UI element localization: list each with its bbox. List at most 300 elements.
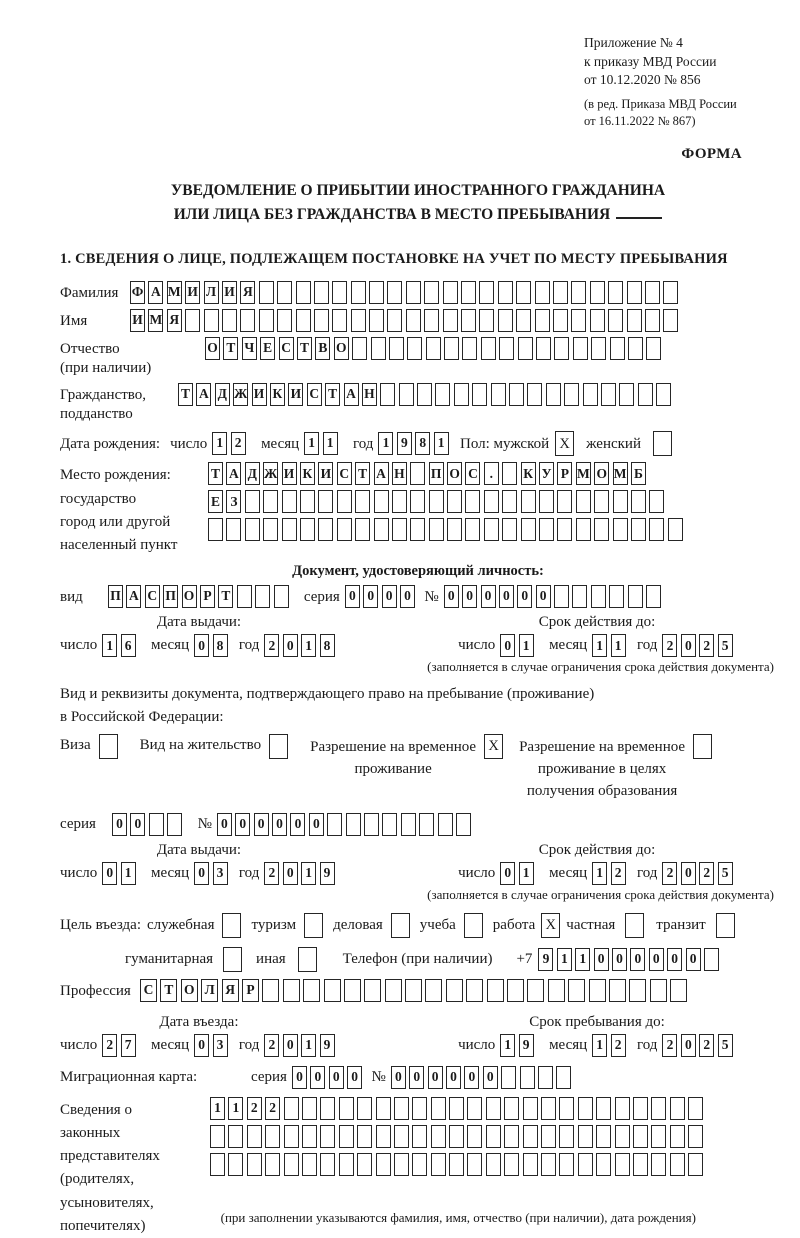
char-cell[interactable]: 0 xyxy=(217,813,232,836)
char-cell[interactable] xyxy=(425,979,442,1002)
char-cell[interactable] xyxy=(431,1125,446,1148)
char-cell[interactable] xyxy=(578,1125,593,1148)
char-cell[interactable]: 8 xyxy=(320,634,335,657)
char-cell[interactable]: 1 xyxy=(323,432,338,455)
char-cell[interactable] xyxy=(371,337,386,360)
char-cell[interactable] xyxy=(539,518,554,541)
char-cell[interactable]: Е xyxy=(208,490,223,513)
char-cell[interactable]: П xyxy=(429,462,444,485)
char-cell[interactable] xyxy=(226,518,241,541)
char-cell[interactable] xyxy=(507,979,524,1002)
char-cell[interactable]: 0 xyxy=(681,1034,696,1057)
char-cell[interactable] xyxy=(645,309,660,332)
char-cell[interactable] xyxy=(578,1153,593,1176)
char-cell[interactable] xyxy=(337,518,352,541)
char-cell[interactable] xyxy=(629,979,646,1002)
char-cell[interactable]: В xyxy=(315,337,330,360)
char-cell[interactable]: Р xyxy=(557,462,572,485)
char-cell[interactable]: М xyxy=(613,462,628,485)
char-cell[interactable] xyxy=(355,490,370,513)
char-cell[interactable] xyxy=(656,383,671,406)
transit-checkbox[interactable] xyxy=(716,913,735,938)
char-cell[interactable]: И xyxy=(252,383,267,406)
char-cell[interactable] xyxy=(481,337,496,360)
char-cell[interactable] xyxy=(392,518,407,541)
char-cell[interactable] xyxy=(590,281,605,304)
char-cell[interactable] xyxy=(596,1153,611,1176)
char-cell[interactable]: 0 xyxy=(483,1066,498,1089)
char-cell[interactable] xyxy=(594,490,609,513)
char-cell[interactable] xyxy=(527,383,542,406)
char-cell[interactable] xyxy=(394,1153,409,1176)
char-cell[interactable]: 0 xyxy=(464,1066,479,1089)
char-cell[interactable]: Н xyxy=(362,383,377,406)
char-cell[interactable]: 9 xyxy=(538,948,553,971)
char-cell[interactable] xyxy=(557,490,572,513)
char-cell[interactable]: О xyxy=(205,337,220,360)
char-cell[interactable] xyxy=(314,281,329,304)
char-cell[interactable] xyxy=(245,490,260,513)
char-cell[interactable] xyxy=(615,1153,630,1176)
char-cell[interactable] xyxy=(302,1097,317,1120)
char-cell[interactable] xyxy=(410,490,425,513)
char-cell[interactable] xyxy=(461,309,476,332)
char-cell[interactable] xyxy=(472,383,487,406)
char-cell[interactable] xyxy=(557,518,572,541)
char-cell[interactable]: 0 xyxy=(481,585,496,608)
char-cell[interactable] xyxy=(670,1097,685,1120)
char-cell[interactable] xyxy=(385,979,402,1002)
char-cell[interactable] xyxy=(591,337,606,360)
char-cell[interactable] xyxy=(516,309,531,332)
char-cell[interactable] xyxy=(564,383,579,406)
sex-male-checkbox[interactable]: X xyxy=(555,431,574,456)
char-cell[interactable] xyxy=(405,979,422,1002)
char-cell[interactable]: 0 xyxy=(382,585,397,608)
char-cell[interactable]: К xyxy=(300,462,315,485)
char-cell[interactable]: 1 xyxy=(592,634,607,657)
char-cell[interactable] xyxy=(318,490,333,513)
char-cell[interactable] xyxy=(300,518,315,541)
char-cell[interactable] xyxy=(387,309,402,332)
char-cell[interactable] xyxy=(571,309,586,332)
char-cell[interactable] xyxy=(509,383,524,406)
char-cell[interactable] xyxy=(449,1097,464,1120)
char-cell[interactable]: 2 xyxy=(662,1034,677,1057)
char-cell[interactable] xyxy=(374,490,389,513)
char-cell[interactable] xyxy=(554,337,569,360)
char-cell[interactable] xyxy=(443,281,458,304)
char-cell[interactable] xyxy=(502,462,517,485)
char-cell[interactable] xyxy=(628,337,643,360)
char-cell[interactable]: Т xyxy=(208,462,223,485)
char-cell[interactable] xyxy=(320,1097,335,1120)
char-cell[interactable] xyxy=(631,490,646,513)
char-cell[interactable] xyxy=(615,1097,630,1120)
char-cell[interactable] xyxy=(399,383,414,406)
char-cell[interactable] xyxy=(412,1153,427,1176)
char-cell[interactable]: 0 xyxy=(283,1034,298,1057)
char-cell[interactable]: И xyxy=(130,309,145,332)
char-cell[interactable] xyxy=(429,490,444,513)
char-cell[interactable] xyxy=(568,979,585,1002)
residence-permit-checkbox[interactable] xyxy=(269,734,288,759)
char-cell[interactable] xyxy=(374,518,389,541)
char-cell[interactable] xyxy=(590,309,605,332)
char-cell[interactable] xyxy=(228,1153,243,1176)
char-cell[interactable] xyxy=(431,1153,446,1176)
char-cell[interactable] xyxy=(394,1097,409,1120)
char-cell[interactable] xyxy=(456,813,471,836)
char-cell[interactable] xyxy=(284,1153,299,1176)
char-cell[interactable] xyxy=(504,1125,519,1148)
char-cell[interactable] xyxy=(282,490,297,513)
char-cell[interactable] xyxy=(394,1125,409,1148)
char-cell[interactable] xyxy=(265,1153,280,1176)
char-cell[interactable] xyxy=(523,1153,538,1176)
char-cell[interactable]: А xyxy=(226,462,241,485)
char-cell[interactable]: 2 xyxy=(611,862,626,885)
char-cell[interactable]: 1 xyxy=(557,948,572,971)
char-cell[interactable] xyxy=(578,1097,593,1120)
char-cell[interactable] xyxy=(596,1097,611,1120)
char-cell[interactable] xyxy=(479,309,494,332)
char-cell[interactable]: Ж xyxy=(263,462,278,485)
char-cell[interactable]: Б xyxy=(631,462,646,485)
char-cell[interactable]: 5 xyxy=(718,1034,733,1057)
char-cell[interactable]: И xyxy=(185,281,200,304)
char-cell[interactable] xyxy=(263,490,278,513)
char-cell[interactable] xyxy=(351,281,366,304)
char-cell[interactable] xyxy=(376,1125,391,1148)
char-cell[interactable] xyxy=(424,281,439,304)
char-cell[interactable]: 6 xyxy=(121,634,136,657)
char-cell[interactable] xyxy=(609,585,624,608)
char-cell[interactable]: 0 xyxy=(347,1066,362,1089)
char-cell[interactable]: 0 xyxy=(309,813,324,836)
char-cell[interactable] xyxy=(651,1097,666,1120)
char-cell[interactable] xyxy=(576,518,591,541)
sex-female-checkbox[interactable] xyxy=(653,431,672,456)
char-cell[interactable] xyxy=(208,518,223,541)
char-cell[interactable]: 1 xyxy=(378,432,393,455)
char-cell[interactable]: 5 xyxy=(718,862,733,885)
char-cell[interactable] xyxy=(302,1125,317,1148)
char-cell[interactable] xyxy=(501,1066,516,1089)
char-cell[interactable]: М xyxy=(576,462,591,485)
char-cell[interactable] xyxy=(245,518,260,541)
char-cell[interactable]: 0 xyxy=(499,585,514,608)
char-cell[interactable]: Т xyxy=(355,462,370,485)
char-cell[interactable]: 1 xyxy=(301,1034,316,1057)
char-cell[interactable] xyxy=(296,309,311,332)
char-cell[interactable] xyxy=(486,1153,501,1176)
char-cell[interactable] xyxy=(596,1125,611,1148)
char-cell[interactable] xyxy=(650,979,667,1002)
char-cell[interactable]: 1 xyxy=(212,432,227,455)
char-cell[interactable]: 2 xyxy=(231,432,246,455)
char-cell[interactable] xyxy=(392,490,407,513)
char-cell[interactable]: Л xyxy=(201,979,218,1002)
char-cell[interactable] xyxy=(466,979,483,1002)
char-cell[interactable]: 2 xyxy=(662,862,677,885)
char-cell[interactable]: С xyxy=(465,462,480,485)
char-cell[interactable]: О xyxy=(594,462,609,485)
char-cell[interactable]: 2 xyxy=(247,1097,262,1120)
char-cell[interactable] xyxy=(523,1097,538,1120)
char-cell[interactable]: 9 xyxy=(320,1034,335,1057)
char-cell[interactable]: П xyxy=(163,585,178,608)
char-cell[interactable]: 2 xyxy=(699,1034,714,1057)
char-cell[interactable] xyxy=(559,1153,574,1176)
char-cell[interactable] xyxy=(444,337,459,360)
char-cell[interactable] xyxy=(364,813,379,836)
char-cell[interactable]: С xyxy=(140,979,157,1002)
char-cell[interactable] xyxy=(387,281,402,304)
char-cell[interactable] xyxy=(277,281,292,304)
char-cell[interactable] xyxy=(651,1153,666,1176)
char-cell[interactable] xyxy=(646,585,661,608)
char-cell[interactable]: И xyxy=(222,281,237,304)
char-cell[interactable]: 1 xyxy=(301,862,316,885)
char-cell[interactable]: 0 xyxy=(290,813,305,836)
char-cell[interactable]: О xyxy=(334,337,349,360)
char-cell[interactable]: К xyxy=(270,383,285,406)
char-cell[interactable]: 2 xyxy=(265,1097,280,1120)
char-cell[interactable]: 3 xyxy=(213,862,228,885)
char-cell[interactable]: 0 xyxy=(283,634,298,657)
tourism-checkbox[interactable] xyxy=(304,913,323,938)
char-cell[interactable] xyxy=(649,490,664,513)
char-cell[interactable]: 0 xyxy=(130,813,145,836)
char-cell[interactable] xyxy=(406,309,421,332)
char-cell[interactable]: И xyxy=(282,462,297,485)
char-cell[interactable] xyxy=(412,1097,427,1120)
char-cell[interactable] xyxy=(332,309,347,332)
char-cell[interactable] xyxy=(407,337,422,360)
char-cell[interactable] xyxy=(487,979,504,1002)
char-cell[interactable] xyxy=(300,490,315,513)
char-cell[interactable] xyxy=(412,1125,427,1148)
char-cell[interactable] xyxy=(401,813,416,836)
char-cell[interactable] xyxy=(149,813,164,836)
char-cell[interactable]: 1 xyxy=(519,634,534,657)
char-cell[interactable]: 0 xyxy=(500,862,515,885)
char-cell[interactable] xyxy=(303,979,320,1002)
char-cell[interactable] xyxy=(337,490,352,513)
char-cell[interactable]: Т xyxy=(297,337,312,360)
char-cell[interactable]: А xyxy=(344,383,359,406)
char-cell[interactable] xyxy=(454,383,469,406)
char-cell[interactable] xyxy=(265,1125,280,1148)
char-cell[interactable] xyxy=(357,1153,372,1176)
char-cell[interactable]: 1 xyxy=(301,634,316,657)
char-cell[interactable] xyxy=(613,518,628,541)
char-cell[interactable] xyxy=(449,1125,464,1148)
char-cell[interactable]: А xyxy=(374,462,389,485)
char-cell[interactable]: Р xyxy=(242,979,259,1002)
char-cell[interactable]: 0 xyxy=(630,948,645,971)
char-cell[interactable]: 0 xyxy=(194,862,209,885)
char-cell[interactable] xyxy=(327,813,342,836)
char-cell[interactable]: 0 xyxy=(444,585,459,608)
char-cell[interactable] xyxy=(369,281,384,304)
work-checkbox[interactable]: X xyxy=(541,913,560,938)
char-cell[interactable] xyxy=(357,1097,372,1120)
char-cell[interactable]: 2 xyxy=(611,1034,626,1057)
char-cell[interactable]: 0 xyxy=(612,948,627,971)
char-cell[interactable] xyxy=(465,490,480,513)
char-cell[interactable] xyxy=(535,281,550,304)
char-cell[interactable] xyxy=(486,1097,501,1120)
char-cell[interactable]: И xyxy=(288,383,303,406)
char-cell[interactable] xyxy=(553,309,568,332)
char-cell[interactable] xyxy=(554,585,569,608)
char-cell[interactable] xyxy=(351,309,366,332)
char-cell[interactable]: Ч xyxy=(242,337,257,360)
char-cell[interactable] xyxy=(628,585,643,608)
study-checkbox[interactable] xyxy=(464,913,483,938)
char-cell[interactable] xyxy=(376,1097,391,1120)
char-cell[interactable] xyxy=(417,383,432,406)
char-cell[interactable] xyxy=(465,518,480,541)
char-cell[interactable] xyxy=(369,309,384,332)
char-cell[interactable] xyxy=(324,979,341,1002)
char-cell[interactable] xyxy=(320,1125,335,1148)
char-cell[interactable]: 0 xyxy=(462,585,477,608)
char-cell[interactable] xyxy=(539,490,554,513)
char-cell[interactable] xyxy=(538,1066,553,1089)
char-cell[interactable] xyxy=(406,281,421,304)
char-cell[interactable]: А xyxy=(148,281,163,304)
char-cell[interactable] xyxy=(541,1097,556,1120)
char-cell[interactable] xyxy=(228,1125,243,1148)
char-cell[interactable] xyxy=(601,383,616,406)
char-cell[interactable]: 2 xyxy=(264,862,279,885)
char-cell[interactable] xyxy=(443,309,458,332)
char-cell[interactable] xyxy=(167,813,182,836)
char-cell[interactable] xyxy=(627,309,642,332)
char-cell[interactable]: 0 xyxy=(446,1066,461,1089)
char-cell[interactable] xyxy=(541,1125,556,1148)
char-cell[interactable]: О xyxy=(181,979,198,1002)
char-cell[interactable]: Д xyxy=(245,462,260,485)
char-cell[interactable] xyxy=(247,1125,262,1148)
char-cell[interactable] xyxy=(663,281,678,304)
char-cell[interactable] xyxy=(364,979,381,1002)
char-cell[interactable] xyxy=(688,1097,703,1120)
char-cell[interactable] xyxy=(410,462,425,485)
char-cell[interactable] xyxy=(541,1153,556,1176)
char-cell[interactable]: 1 xyxy=(434,432,449,455)
char-cell[interactable] xyxy=(633,1097,648,1120)
char-cell[interactable] xyxy=(237,585,252,608)
char-cell[interactable] xyxy=(521,518,536,541)
char-cell[interactable]: 1 xyxy=(575,948,590,971)
char-cell[interactable] xyxy=(344,979,361,1002)
char-cell[interactable] xyxy=(346,813,361,836)
char-cell[interactable] xyxy=(274,585,289,608)
char-cell[interactable] xyxy=(498,281,513,304)
char-cell[interactable] xyxy=(498,309,513,332)
char-cell[interactable] xyxy=(499,337,514,360)
char-cell[interactable]: 0 xyxy=(428,1066,443,1089)
char-cell[interactable]: М xyxy=(167,281,182,304)
char-cell[interactable] xyxy=(449,1153,464,1176)
char-cell[interactable] xyxy=(491,383,506,406)
char-cell[interactable] xyxy=(504,1097,519,1120)
char-cell[interactable] xyxy=(284,1097,299,1120)
char-cell[interactable] xyxy=(419,813,434,836)
char-cell[interactable] xyxy=(302,1153,317,1176)
char-cell[interactable] xyxy=(646,337,661,360)
char-cell[interactable]: О xyxy=(447,462,462,485)
char-cell[interactable]: 8 xyxy=(213,634,228,657)
char-cell[interactable] xyxy=(504,1153,519,1176)
char-cell[interactable]: З xyxy=(226,490,241,513)
char-cell[interactable] xyxy=(553,281,568,304)
char-cell[interactable] xyxy=(240,309,255,332)
char-cell[interactable]: 0 xyxy=(363,585,378,608)
char-cell[interactable]: 2 xyxy=(699,634,714,657)
char-cell[interactable]: 2 xyxy=(699,862,714,885)
char-cell[interactable]: А xyxy=(126,585,141,608)
char-cell[interactable]: 0 xyxy=(517,585,532,608)
char-cell[interactable] xyxy=(613,490,628,513)
char-cell[interactable]: 2 xyxy=(662,634,677,657)
char-cell[interactable] xyxy=(283,979,300,1002)
char-cell[interactable]: Я xyxy=(167,309,182,332)
char-cell[interactable] xyxy=(576,490,591,513)
char-cell[interactable] xyxy=(670,979,687,1002)
char-cell[interactable] xyxy=(446,979,463,1002)
char-cell[interactable] xyxy=(688,1153,703,1176)
char-cell[interactable] xyxy=(320,1153,335,1176)
humanitarian-checkbox[interactable] xyxy=(223,947,242,972)
char-cell[interactable]: Н xyxy=(392,462,407,485)
char-cell[interactable] xyxy=(376,1153,391,1176)
char-cell[interactable]: 1 xyxy=(500,1034,515,1057)
char-cell[interactable] xyxy=(210,1153,225,1176)
char-cell[interactable]: 3 xyxy=(213,1034,228,1057)
char-cell[interactable]: 9 xyxy=(397,432,412,455)
char-cell[interactable]: Л xyxy=(204,281,219,304)
char-cell[interactable]: А xyxy=(196,383,211,406)
char-cell[interactable]: 0 xyxy=(409,1066,424,1089)
char-cell[interactable] xyxy=(502,518,517,541)
char-cell[interactable]: 0 xyxy=(329,1066,344,1089)
char-cell[interactable] xyxy=(296,281,311,304)
char-cell[interactable]: 2 xyxy=(264,634,279,657)
char-cell[interactable]: 0 xyxy=(391,1066,406,1089)
char-cell[interactable] xyxy=(548,979,565,1002)
char-cell[interactable] xyxy=(355,518,370,541)
char-cell[interactable]: 1 xyxy=(611,634,626,657)
char-cell[interactable] xyxy=(633,1153,648,1176)
char-cell[interactable] xyxy=(424,309,439,332)
char-cell[interactable] xyxy=(559,1097,574,1120)
char-cell[interactable] xyxy=(339,1097,354,1120)
char-cell[interactable]: П xyxy=(108,585,123,608)
char-cell[interactable]: 0 xyxy=(681,634,696,657)
temp-residence-checkbox[interactable]: X xyxy=(484,734,503,759)
char-cell[interactable]: 5 xyxy=(718,634,733,657)
visa-checkbox[interactable] xyxy=(99,734,118,759)
char-cell[interactable] xyxy=(352,337,367,360)
char-cell[interactable] xyxy=(429,518,444,541)
char-cell[interactable]: 2 xyxy=(264,1034,279,1057)
char-cell[interactable] xyxy=(704,948,719,971)
